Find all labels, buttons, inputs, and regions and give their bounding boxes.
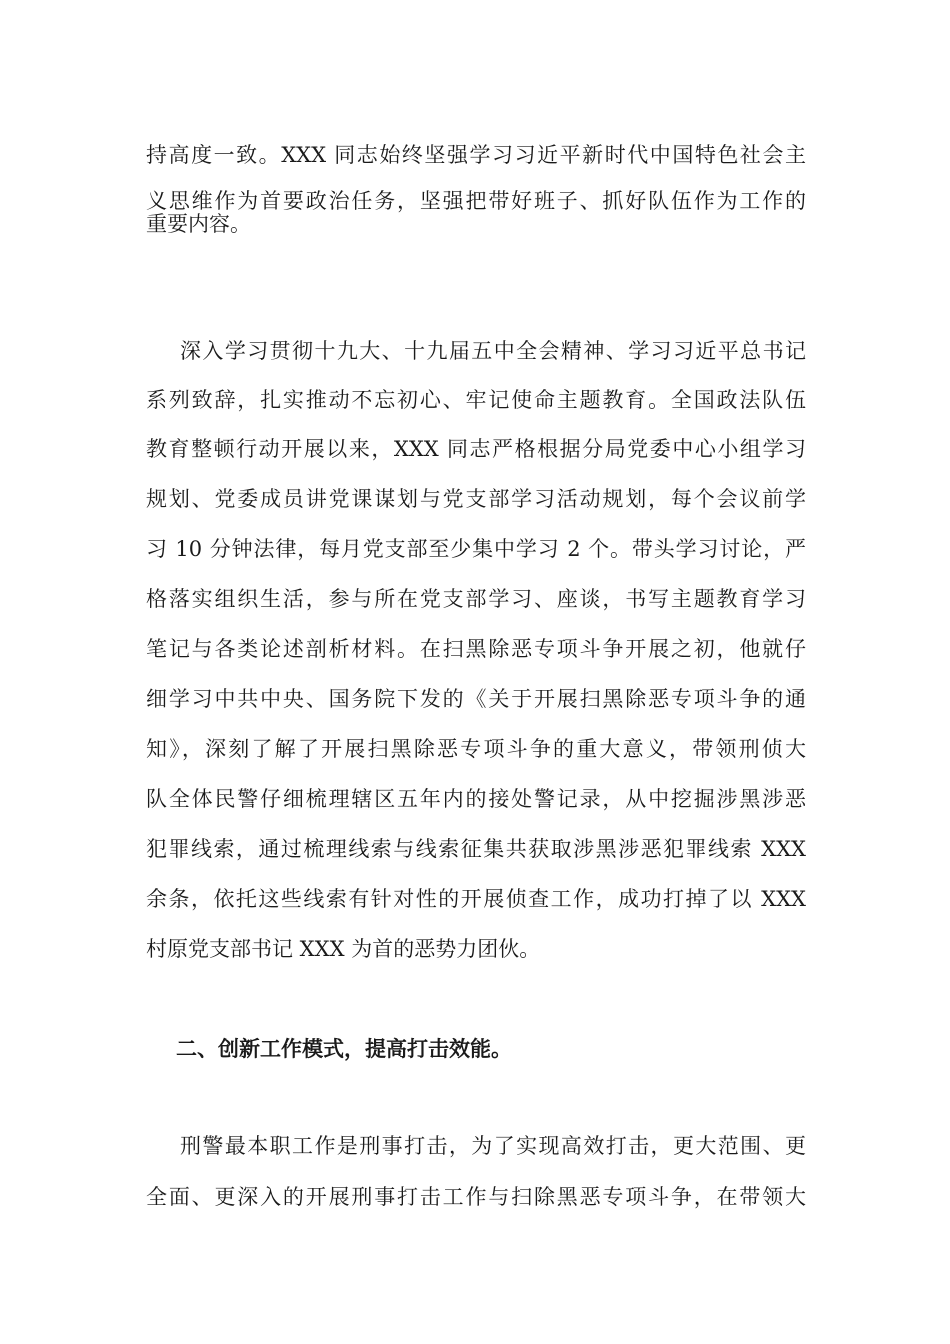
- text-line: 规划、党委成员讲党课谋划与党支部学习活动规划，每个会议前学: [146, 487, 806, 511]
- text-line: 笔记与各类论述剖析材料。在扫黑除恶专项斗争开展之初，他就仔: [146, 637, 806, 661]
- text-line: 系列致辞，扎实推动不忘初心、牢记使命主题教育。全国政法队伍: [146, 388, 806, 412]
- text-line: 知》，深刻了解了开展扫黑除恶专项斗争的重大意义，带领刑侦大: [146, 737, 806, 761]
- text-line: 教育整顿行动开展以来，XXX 同志严格根据分局党委中心小组学习: [146, 437, 806, 461]
- text-line: 全面、更深入的开展刑事打击工作与扫除黑恶专项斗争，在带领大: [146, 1185, 806, 1209]
- section-heading: 二、创新工作模式，提高打击效能。: [176, 1036, 512, 1061]
- text-line: 格落实组织生活，参与所在党支部学习、座谈，书写主题教育学习: [146, 587, 806, 611]
- text-line: 深入学习贯彻十九大、十九届五中全会精神、学习习近平总书记: [180, 339, 806, 363]
- text-line: 刑警最本职工作是刑事打击，为了实现高效打击，更大范围、更: [180, 1134, 806, 1158]
- text-line: 义思维作为首要政治任务，坚强把带好班子、抓好队伍作为工作的: [146, 189, 806, 213]
- text-line: 细学习中共中央、国务院下发的《关于开展扫黑除恶专项斗争的通: [146, 687, 806, 711]
- text-line: 村原党支部书记 XXX 为首的恶势力团伙。: [146, 937, 541, 961]
- text-line: 余条，依托这些线索有针对性的开展侦查工作，成功打掉了以 XXX: [146, 887, 806, 911]
- text-line: 持高度一致。XXX 同志始终坚强学习习近平新时代中国特色社会主: [146, 143, 806, 167]
- text-line: 队全体民警仔细梳理辖区五年内的接处警记录，从中挖掘涉黑涉恶: [146, 787, 806, 811]
- text-line: 重要内容。: [146, 212, 251, 236]
- text-line: 习 10 分钟法律，每月党支部至少集中学习 2 个。带头学习讨论，严: [146, 537, 806, 561]
- text-line: 犯罪线索，通过梳理线索与线索征集共获取涉黑涉恶犯罪线索 XXX: [146, 837, 806, 861]
